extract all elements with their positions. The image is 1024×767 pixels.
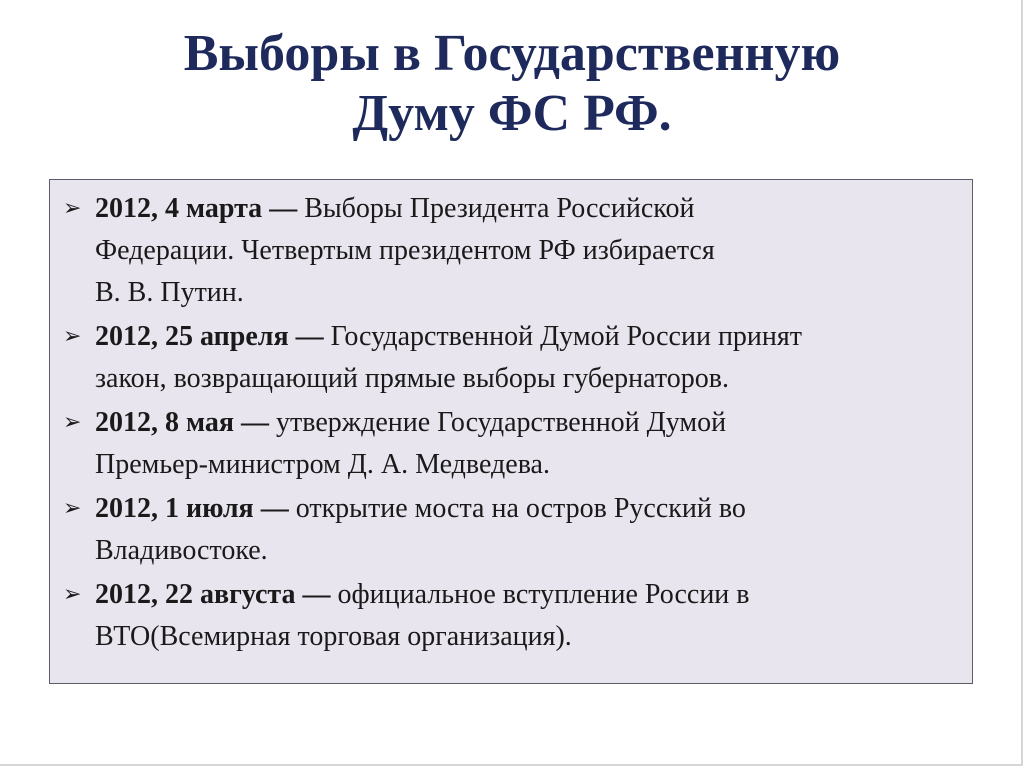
chevron-right-icon: ➢ xyxy=(63,324,82,349)
event-date: 2012, 4 марта xyxy=(95,193,263,224)
list-item xyxy=(63,188,956,314)
chevron-right-icon: ➢ xyxy=(63,196,82,221)
event-description-line-2: Федерации. Четвертым президентом РФ избирается xyxy=(95,235,715,266)
list-item xyxy=(63,402,956,486)
event-date: 2012, 8 мая xyxy=(95,407,235,438)
event-dash: — xyxy=(295,579,338,610)
event-date: 2012, 25 апреля xyxy=(95,321,289,352)
event-dash: — xyxy=(234,407,277,438)
chevron-right-icon: ➢ xyxy=(63,496,82,521)
event-dash: — xyxy=(262,193,305,224)
event-description-line-3: В. В. Путин. xyxy=(95,277,244,308)
chevron-right-icon: ➢ xyxy=(63,410,82,435)
event-description-line-1: Выборы Президента Российской xyxy=(304,193,695,224)
event-description-line-2: Премьер-министром Д. А. Медведева. xyxy=(95,449,550,480)
list-item-text xyxy=(95,316,956,400)
event-description-line-2: закон, возвращающий прямые выборы губернаторов. xyxy=(95,363,729,394)
events-list xyxy=(49,179,973,684)
chevron-right-icon: ➢ xyxy=(63,582,82,607)
event-description-line-1: утверждение Государственной Думой xyxy=(276,407,727,438)
event-dash: — xyxy=(288,321,331,352)
list-item-text xyxy=(95,402,956,486)
list-item xyxy=(63,574,956,658)
event-description-line-2: ВТО(Всемирная торговая организация). xyxy=(95,621,572,652)
event-description-line-1: официальное вступление России в xyxy=(337,579,750,610)
list-item-text xyxy=(95,488,956,572)
event-description-line-1: открытие моста на остров Русский во xyxy=(295,493,746,524)
slide-title-line-1: Выборы в Государственную xyxy=(183,25,841,82)
list-item-text xyxy=(95,188,956,314)
event-date: 2012, 1 июля xyxy=(95,493,254,524)
event-date: 2012, 22 августа xyxy=(95,579,296,610)
list-item xyxy=(63,316,956,400)
event-dash: — xyxy=(253,493,296,524)
slide-title-line-2: Думу ФС РФ. xyxy=(352,85,672,142)
event-description-line-2: Владивостоке. xyxy=(95,535,268,566)
slide-title xyxy=(0,24,1024,144)
list-item xyxy=(63,488,956,572)
list-item-text xyxy=(95,574,956,658)
event-description-line-1: Государственной Думой России принят xyxy=(330,321,803,352)
